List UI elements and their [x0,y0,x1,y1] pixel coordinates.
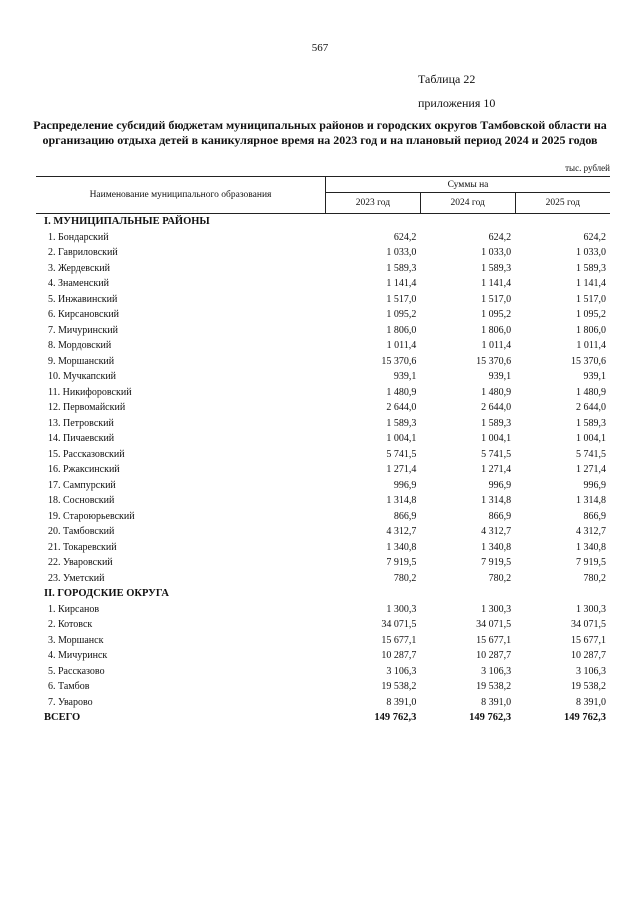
table-row [36,617,610,633]
table-row [36,230,610,246]
amount-2023: 15 677,1 [381,634,417,646]
municipality-name: 15. Рассказовский [48,448,125,460]
table-row [36,664,610,680]
amount-2023: 939,1 [393,371,417,383]
table-row [36,447,610,463]
table-header [36,177,610,214]
amount-2023: 1 033,0 [386,247,417,259]
table-row [36,633,610,649]
amount-2023: 1 589,3 [386,262,417,274]
municipality-name: 2. Гавриловский [48,247,118,259]
amount-2023: 4 312,7 [386,526,417,538]
amount-2025: 8 391,0 [576,696,606,708]
amount-2025: 1 806,0 [576,324,606,336]
units-label: тыс. рублей [565,163,610,173]
amount-2025: 1 300,3 [576,603,606,615]
total-amount-2023: 149 762,3 [374,712,417,724]
amount-2023: 7 919,5 [386,557,417,569]
municipality-name: 7. Уварово [48,696,93,708]
table-row [36,292,610,308]
table-row [36,478,610,494]
amount-2025: 1 480,9 [576,386,606,398]
amount-2025: 1 589,3 [576,262,606,274]
table-row [36,400,610,416]
amount-2023: 1 480,9 [386,386,417,398]
table-row [36,695,610,711]
year-header-2024: 2024 год [420,193,515,214]
municipality-name: 23. Уметский [48,572,105,584]
amount-2025: 1 095,2 [576,309,606,321]
section-title: I. МУНИЦИПАЛЬНЫЕ РАЙОНЫ [44,216,210,228]
amount-2024: 866,9 [488,510,512,522]
amount-2023: 1 314,8 [386,495,417,507]
table-row [36,431,610,447]
amount-2024: 2 644,0 [481,402,512,414]
amount-2024: 19 538,2 [476,681,512,693]
table-row [36,648,610,664]
amount-2023: 15 370,6 [381,355,417,367]
sums-column-header: Суммы на [325,177,610,193]
table-row [36,354,610,370]
amount-2024: 1 314,8 [481,495,512,507]
amount-2025: 624,2 [583,231,606,243]
amount-2023: 780,2 [393,572,417,584]
amount-2025: 1 340,8 [576,541,606,553]
name-column-header: Наименование муниципального образования [36,177,325,214]
municipality-name: 10. Мучкапский [48,371,117,383]
amount-2024: 1 589,3 [481,262,512,274]
amount-2024: 8 391,0 [481,696,512,708]
table-row [36,571,610,587]
amount-2025: 5 741,5 [576,448,606,460]
table-row [36,540,610,556]
amount-2024: 1 517,0 [481,293,512,305]
page-number: 567 [311,42,329,54]
table-row [36,338,610,354]
table-row [36,679,610,695]
amount-2023: 3 106,3 [386,665,417,677]
table-row [36,462,610,478]
municipality-name: 16. Ржаксинский [48,464,120,476]
amount-2025: 1 141,4 [576,278,606,290]
municipality-name: 3. Жердевский [48,262,110,274]
table-row [36,385,610,401]
municipality-name: 21. Токаревский [48,541,117,553]
amount-2023: 1 271,4 [386,464,417,476]
amount-2025: 939,1 [583,371,606,383]
table-row [36,369,610,385]
amount-2023: 1 095,2 [386,309,417,321]
municipality-name: 8. Мордовский [48,340,112,352]
amount-2024: 10 287,7 [476,650,512,662]
amount-2024: 780,2 [488,572,512,584]
municipality-name: 7. Мичуринский [48,324,118,336]
amount-2023: 1 011,4 [386,340,417,352]
amount-2024: 3 106,3 [481,665,512,677]
municipality-name: 4. Мичуринск [48,650,108,662]
amount-2024: 624,2 [488,231,512,243]
municipality-name: 14. Пичаевский [48,433,115,445]
municipality-name: 13. Петровский [48,417,114,429]
amount-2025: 2 644,0 [576,402,606,414]
municipality-name: 20. Тамбовский [48,526,115,538]
municipality-name: 4. Знаменский [48,278,109,290]
table-row [36,524,610,540]
municipality-name: 11. Никифоровский [48,386,132,398]
amount-2023: 1 517,0 [386,293,417,305]
amount-2024: 1 806,0 [481,324,512,336]
amount-2024: 1 141,4 [481,278,512,290]
amount-2024: 1 300,3 [481,603,512,615]
table-row [36,307,610,323]
amount-2024: 5 741,5 [481,448,512,460]
amount-2024: 996,9 [488,479,512,491]
amount-2025: 1 589,3 [576,417,606,429]
total-label: ВСЕГО [44,712,81,724]
amount-2024: 15 370,6 [476,355,512,367]
amount-2024: 1 589,3 [481,417,512,429]
table-row [36,509,610,525]
amount-2024: 1 095,2 [481,309,512,321]
municipality-name: 6. Тамбов [48,681,90,693]
amount-2023: 996,9 [393,479,417,491]
section-header-row [36,214,610,230]
amount-2023: 1 004,1 [386,433,417,445]
amount-2024: 939,1 [488,371,512,383]
amount-2023: 19 538,2 [381,681,417,693]
amount-2023: 624,2 [393,231,417,243]
table-body [36,214,610,726]
amount-2024: 1 004,1 [481,433,512,445]
amount-2023: 10 287,7 [381,650,417,662]
amount-2024: 7 919,5 [481,557,512,569]
amount-2024: 34 071,5 [476,619,512,631]
amount-2025: 15 677,1 [571,634,606,646]
municipality-name: 17. Сампурский [48,479,116,491]
year-header-2023: 2023 год [325,193,420,214]
amount-2025: 1 011,4 [576,340,606,352]
amount-2024: 1 271,4 [481,464,512,476]
amount-2024: 1 011,4 [481,340,512,352]
amount-2024: 1 340,8 [481,541,512,553]
section-title: II. ГОРОДСКИЕ ОКРУГА [44,588,169,600]
amount-2025: 10 287,7 [571,650,606,662]
section-header-row [36,586,610,602]
amount-2024: 1 033,0 [481,247,512,259]
municipality-name: 5. Рассказово [48,665,105,677]
amount-2025: 15 370,6 [571,355,606,367]
table-row [36,261,610,277]
municipality-name: 18. Сосновский [48,495,115,507]
year-header-2025: 2025 год [515,193,610,214]
amount-2025: 1 004,1 [576,433,606,445]
amount-2023: 1 589,3 [386,417,417,429]
amount-2025: 34 071,5 [571,619,606,631]
table-row [36,493,610,509]
municipality-name: 6. Кирсановский [48,309,120,321]
table-row [36,276,610,292]
total-amount-2024: 149 762,3 [469,712,512,724]
amount-2023: 34 071,5 [381,619,417,631]
amount-2025: 1 033,0 [576,247,606,259]
amount-2023: 866,9 [393,510,417,522]
amount-2025: 1 271,4 [576,464,606,476]
amount-2025: 866,9 [583,510,606,522]
amount-2025: 7 919,5 [576,557,606,569]
document-title: Распределение субсидий бюджетам муниципальных районов и городских округов Тамбовской области на организацию отдыха детей в каникулярное время на 2023 год и на плановый период 2024 и 2025 годов [33,118,607,147]
municipality-name: 9. Моршанский [48,355,115,367]
municipality-name: 19. Староюрьевский [48,510,135,522]
table-row [36,323,610,339]
amount-2025: 3 106,3 [576,665,606,677]
table-label: Таблица 22 [418,72,476,86]
municipality-name: 12. Первомайский [48,402,126,414]
amount-2025: 4 312,7 [576,526,606,538]
amount-2024: 4 312,7 [481,526,512,538]
amount-2024: 1 480,9 [481,386,512,398]
table-row [36,555,610,571]
municipality-name: 2. Котовск [48,619,93,631]
municipality-name: 1. Бондарский [48,231,109,243]
amount-2023: 2 644,0 [386,402,417,414]
amount-2023: 1 300,3 [386,603,417,615]
amount-2024: 15 677,1 [476,634,512,646]
total-row [36,710,610,726]
amount-2023: 1 806,0 [386,324,417,336]
amount-2025: 1 314,8 [576,495,606,507]
amount-2025: 19 538,2 [571,681,606,693]
amount-2025: 996,9 [583,479,606,491]
table-row [36,602,610,618]
table-row [36,416,610,432]
municipality-name: 1. Кирсанов [48,603,100,615]
municipality-name: 3. Моршанск [48,634,104,646]
amount-2023: 5 741,5 [386,448,417,460]
amount-2025: 1 517,0 [576,293,606,305]
appendix-label: приложения 10 [418,96,496,110]
amount-2023: 1 141,4 [386,278,417,290]
table-row [36,245,610,261]
municipality-name: 22. Уваровский [48,557,113,569]
budget-table [36,176,610,726]
municipality-name: 5. Инжавинский [48,293,118,305]
amount-2023: 8 391,0 [386,696,417,708]
amount-2023: 1 340,8 [386,541,417,553]
amount-2025: 780,2 [583,572,606,584]
total-amount-2025: 149 762,3 [564,712,606,724]
